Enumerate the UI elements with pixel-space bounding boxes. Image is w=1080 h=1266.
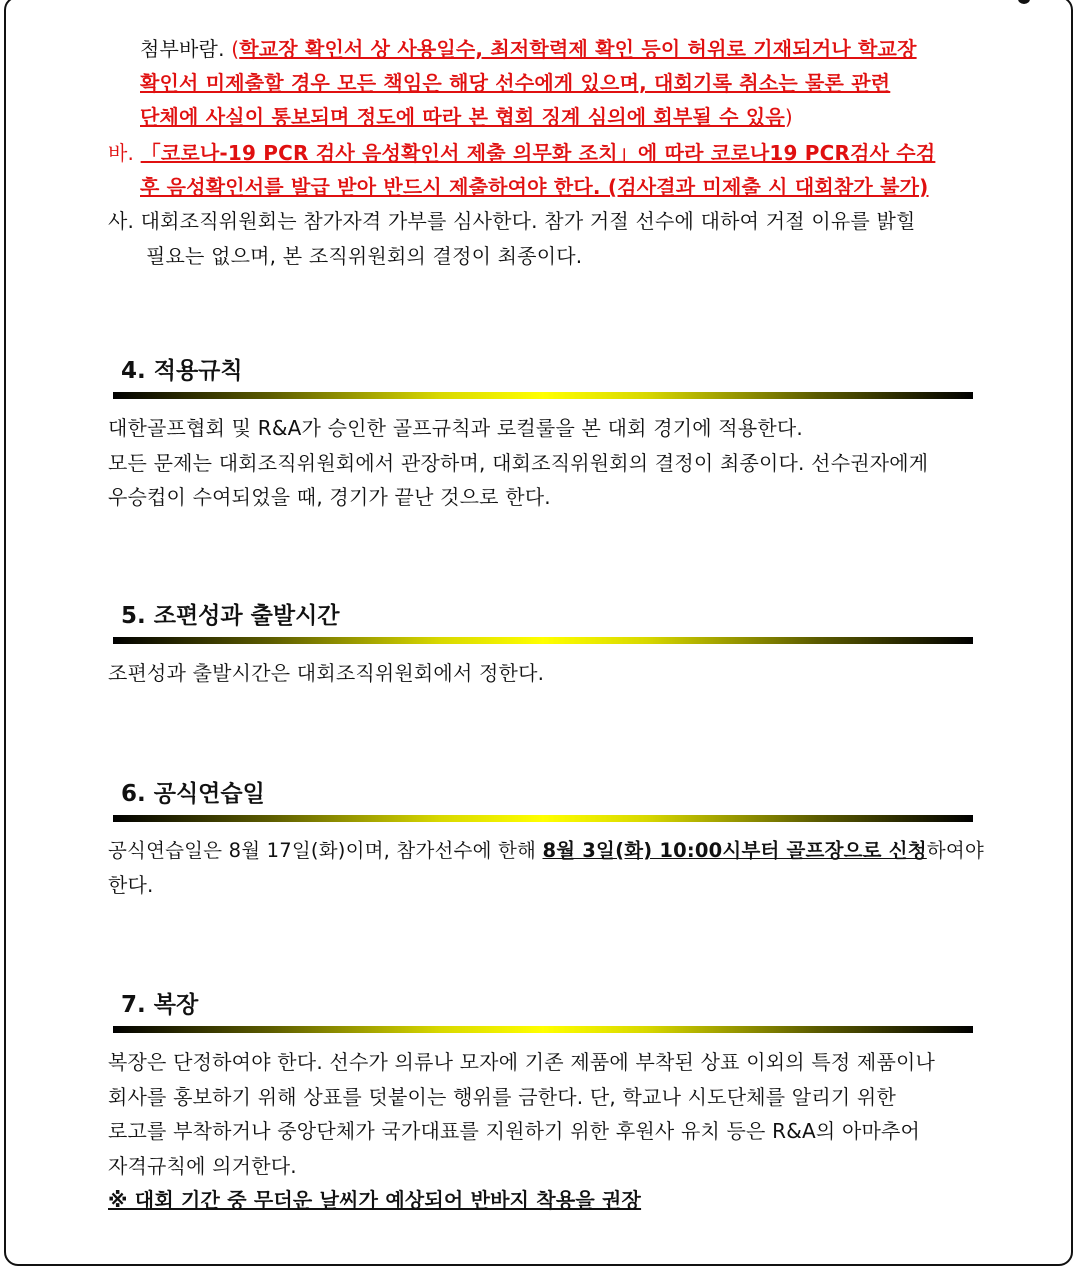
covid-pcr-line2: 후 음성확인서를 발급 받아 반드시 제출하여야 한다. (검사결과 미제출 시 대회참가 불가) bbox=[140, 175, 929, 199]
section3-item-ba bbox=[108, 140, 935, 166]
section7-line1: 복장은 단정하여야 한다. 선수가 의류나 모자에 기존 제품에 부착된 상표 이외의 특정 제품이나 bbox=[108, 1050, 936, 1074]
practice-signup-emphasis: 8월 3일(화) 10:00시부터 골프장으로 신청 bbox=[542, 839, 927, 862]
section4-divider bbox=[113, 392, 973, 399]
section4-line3: 우승컵이 수여되었을 때, 경기가 끝난 것으로 한다. bbox=[108, 485, 551, 509]
section7-heading: 7. 복장 bbox=[121, 992, 199, 1018]
section7-note: ※ 대회 기간 중 무더운 날씨가 예상되어 반바지 착용을 권장 bbox=[108, 1188, 642, 1212]
section3-cont-prefix: 첨부바람. bbox=[140, 37, 232, 61]
section4-line2: 모든 문제는 대회조직위원회에서 관장하며, 대회조직위원회의 결정이 최종이다. 선수권자에게 bbox=[108, 451, 929, 475]
section3-warning-line2: 확인서 미제출할 경우 모든 책임은 해당 선수에게 있으며, 대회기록 취소는 물론 관련 bbox=[140, 71, 891, 95]
section4-line1: 대한골프협회 및 R&A가 승인한 골프규칙과 로컬룰을 본 대회 경기에 적용한다. bbox=[108, 416, 803, 440]
section6-heading: 6. 공식연습일 bbox=[121, 781, 265, 807]
section7-line3: 로고를 부착하거나 중앙단체가 국가대표를 지원하기 위한 후원사 유치 등은 R&A의 아마추어 bbox=[108, 1119, 921, 1143]
section6-divider bbox=[113, 815, 973, 822]
section6-line1: 공식연습일은 8월 17일(화)이며, 참가선수에 한해 8월 3일(화) 10:00시부터 골프장으로 신청하여야 bbox=[108, 839, 984, 862]
section5-divider bbox=[113, 637, 973, 644]
section3-cont-line1: 첨부바람. (학교장 확인서 상 사용일수, 최저학력제 확인 등이 허위로 기재되거나 학교장 bbox=[140, 37, 917, 61]
section4-heading: 4. 적용규칙 bbox=[121, 358, 243, 384]
section7-line2: 회사를 홍보하기 위해 상표를 덧붙이는 행위를 금한다. 단, 학교나 시도단체를 알리기 위한 bbox=[108, 1085, 896, 1109]
section7-divider bbox=[113, 1026, 973, 1033]
section6-line2: 한다. bbox=[108, 873, 154, 897]
section7-line4: 자격규칙에 의거한다. bbox=[108, 1154, 297, 1178]
item-marker-ba: 바. bbox=[108, 141, 141, 165]
section5-heading: 5. 조편성과 출발시간 bbox=[121, 603, 340, 629]
section5-line1: 조편성과 출발시간은 대회조직위원회에서 정한다. bbox=[108, 661, 545, 685]
section3-item-sa-line1: 사. 대회조직위원회는 참가자격 가부를 심사한다. 참가 거절 선수에 대하여 거절 이유를 밝힐 bbox=[108, 209, 916, 233]
section3-warning-line1: 학교장 확인서 상 사용일수, 최저학력제 확인 등이 허위로 기재되거나 학교장 bbox=[239, 37, 917, 61]
section3-warning-line3-wrap: 단체에 사실이 통보되며 정도에 따라 본 협회 징계 심의에 회부될 수 있음) bbox=[140, 105, 793, 129]
covid-pcr-line1: 「코로나-19 PCR 검사 음성확인서 제출 의무화 조치」에 따라 코로나19 PCR검사 수검 bbox=[140, 141, 936, 165]
section3-item-sa-line2: 필요는 없으며, 본 조직위원회의 결정이 최종이다. bbox=[146, 244, 583, 268]
section3-warning-line3: 단체에 사실이 통보되며 정도에 따라 본 협회 징계 심의에 회부될 수 있음 bbox=[140, 105, 785, 129]
